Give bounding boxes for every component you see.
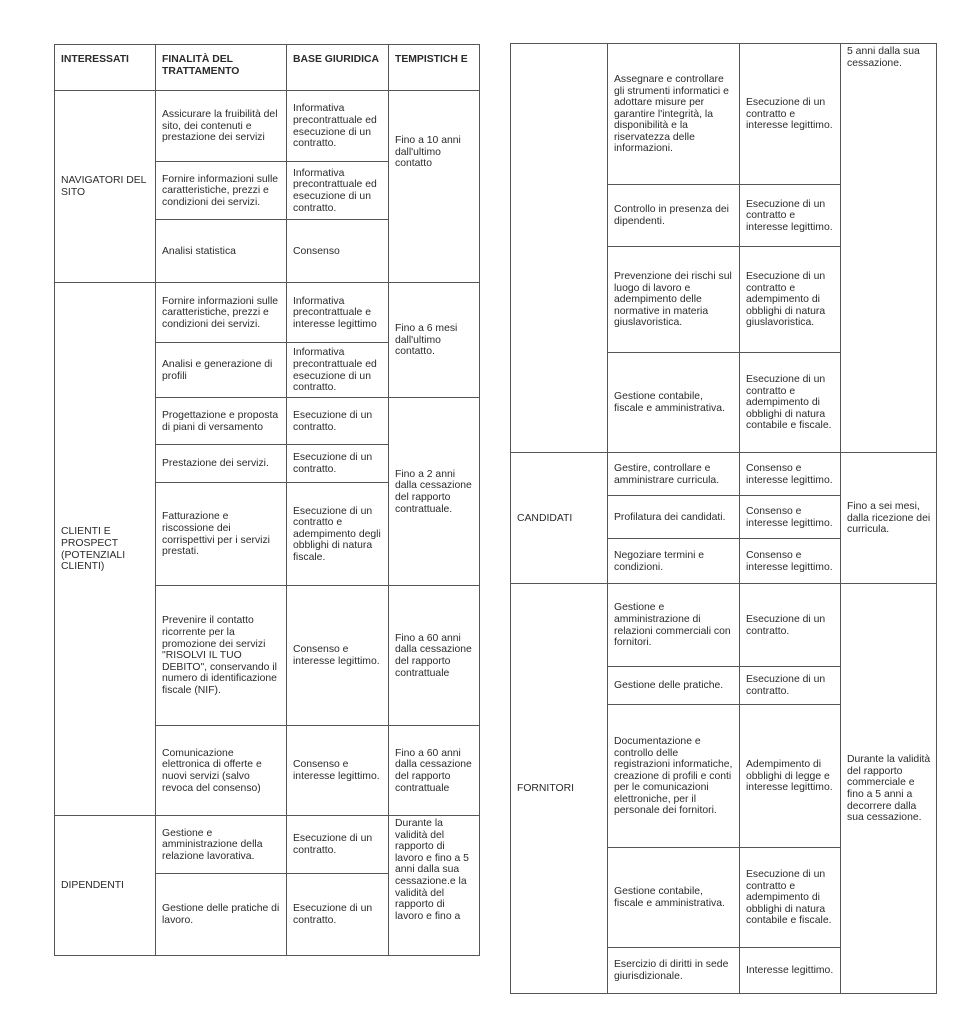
finalita-cell: Assicurare la fruibilità del sito, dei contenuti e prestazione dei servizi (156, 91, 287, 162)
group-fornitori: FORNITORI (511, 584, 608, 994)
tempistiche-cell: Fino a 2 anni dalla cessazione del rapporto contrattuale. (389, 398, 480, 586)
tempistiche-cell: 5 anni dalla sua cessazione. (841, 44, 937, 453)
base-cell: Esecuzione di un contratto. (287, 398, 389, 445)
table-header-row (55, 45, 480, 91)
finalita-cell: Esercizio di diritti in sede giurisdizionale. (608, 948, 740, 994)
base-cell: Esecuzione di un contratto e adempimento degli obblighi di natura fiscale. (287, 483, 389, 586)
table-row (55, 816, 480, 874)
tempistiche-cell: Fino a 60 anni dalla cessazione del rapporto contrattuale (389, 586, 480, 726)
base-cell: Consenso e interesse legittimo. (740, 453, 841, 496)
header-base: BASE GIURIDICA (287, 45, 389, 91)
finalita-cell: Prevenire il contatto ricorrente per la promozione dei servizi "RISOLVI IL TUO DEBITO", conservando il numero di identificazione fiscale (NIF). (156, 586, 287, 726)
finalita-cell: Analisi e generazione di profili (156, 343, 287, 398)
base-cell: Informativa precontrattuale e interesse legittimo (287, 283, 389, 343)
finalita-cell: Gestire, controllare e amministrare curricula. (608, 453, 740, 496)
group-navigatori: NAVIGATORI DEL SITO (55, 91, 156, 283)
finalita-cell: Gestione contabile, fiscale e amministrativa. (608, 353, 740, 453)
base-cell: Esecuzione di un contratto. (740, 584, 841, 667)
base-cell: Interesse legittimo. (740, 948, 841, 994)
tempistiche-cell: Fino a 60 anni dalla cessazione del rapporto contrattuale (389, 726, 480, 816)
finalita-cell: Fornire informazioni sulle caratteristiche, prezzi e condizioni dei servizi. (156, 162, 287, 220)
base-cell: Informativa precontrattuale ed esecuzione di un contratto. (287, 162, 389, 220)
finalita-cell: Gestione e amministrazione della relazione lavorativa. (156, 816, 287, 874)
base-cell: Esecuzione di un contratto e adempimento di obblighi di natura giuslavoristica. (740, 247, 841, 353)
finalita-cell: Fatturazione e riscossione dei corrispettivi per i servizi prestati. (156, 483, 287, 586)
table-row (511, 453, 937, 496)
base-cell: Esecuzione di un contratto e adempimento di obblighi di natura contabile e fiscale. (740, 353, 841, 453)
retention-table-left (54, 44, 480, 956)
retention-table-right (510, 43, 937, 994)
base-cell: Esecuzione di un contratto e interesse legittimo. (740, 44, 841, 185)
header-interessati: INTERESSATI (55, 45, 156, 91)
base-cell: Consenso e interesse legittimo. (287, 586, 389, 726)
base-cell: Esecuzione di un contratto. (287, 445, 389, 483)
base-cell: Esecuzione di un contratto. (287, 816, 389, 874)
finalita-cell: Prestazione dei servizi. (156, 445, 287, 483)
finalita-cell: Comunicazione elettronica di offerte e nuovi servizi (salvo revoca del consenso) (156, 726, 287, 816)
header-tempistiche: TEMPISTICH E (389, 45, 480, 91)
tempistiche-cell: Durante la validità del rapporto di lavoro e fino a 5 anni dalla sua cessazione.e la validità del rapporto di lavoro e fino a (389, 816, 480, 956)
finalita-cell: Negoziare termini e condizioni. (608, 539, 740, 584)
finalita-cell: Gestione delle pratiche. (608, 667, 740, 705)
finalita-cell: Profilatura dei candidati. (608, 496, 740, 539)
base-cell: Informativa precontrattuale ed esecuzione di un contratto. (287, 91, 389, 162)
finalita-cell: Documentazione e controllo delle registrazioni informatiche, creazione di profili e conti per le comunicazioni elettroniche, per il personale dei fornitori. (608, 705, 740, 848)
header-finalita: FINALITÀ DEL TRATTAMENTO (156, 45, 287, 91)
base-cell: Consenso e interesse legittimo. (740, 496, 841, 539)
group-dipendenti-cont (511, 44, 608, 453)
finalita-cell: Prevenzione dei rischi sul luogo di lavoro e adempimento delle normative in materia giuslavoristica. (608, 247, 740, 353)
finalita-cell: Gestione delle pratiche di lavoro. (156, 874, 287, 956)
base-cell: Consenso (287, 220, 389, 283)
base-cell: Esecuzione di un contratto e interesse legittimo. (740, 185, 841, 247)
group-candidati: CANDIDATI (511, 453, 608, 584)
base-cell: Consenso e interesse legittimo. (287, 726, 389, 816)
base-cell: Esecuzione di un contratto. (740, 667, 841, 705)
base-cell: Consenso e interesse legittimo. (740, 539, 841, 584)
group-dipendenti: DIPENDENTI (55, 816, 156, 956)
table-row (511, 584, 937, 667)
finalita-cell: Assegnare e controllare gli strumenti informatici e adottare misure per garantire l'integrità, la disponibilità e la riservatezza delle informazioni. (608, 44, 740, 185)
group-clienti: CLIENTI E PROSPECT (POTENZIALI CLIENTI) (55, 283, 156, 816)
base-cell: Adempimento di obblighi di legge e interesse legittimo. (740, 705, 841, 848)
finalita-cell: Gestione contabile, fiscale e amministrativa. (608, 848, 740, 948)
base-cell: Informativa precontrattuale ed esecuzione di un contratto. (287, 343, 389, 398)
finalita-cell: Analisi statistica (156, 220, 287, 283)
tempistiche-cell: Fino a sei mesi, dalla ricezione dei curricula. (841, 453, 937, 584)
base-cell: Esecuzione di un contratto. (287, 874, 389, 956)
tempistiche-cell: Durante la validità del rapporto commerciale e fino a 5 anni a decorrere dalla sua cessazione. (841, 584, 937, 994)
finalita-cell: Fornire informazioni sulle caratteristiche, prezzi e condizioni dei servizi. (156, 283, 287, 343)
table-row (511, 44, 937, 185)
base-cell: Esecuzione di un contratto e adempimento di obblighi di natura contabile e fiscale. (740, 848, 841, 948)
tempistiche-cell: Fino a 10 anni dall'ultimo contatto (389, 91, 480, 283)
table-row (55, 91, 480, 162)
finalita-cell: Controllo in presenza dei dipendenti. (608, 185, 740, 247)
finalita-cell: Progettazione e proposta di piani di versamento (156, 398, 287, 445)
finalita-cell: Gestione e amministrazione di relazioni commerciali con fornitori. (608, 584, 740, 667)
tempistiche-cell: Fino a 6 mesi dall'ultimo contatto. (389, 283, 480, 398)
table-row (55, 283, 480, 343)
